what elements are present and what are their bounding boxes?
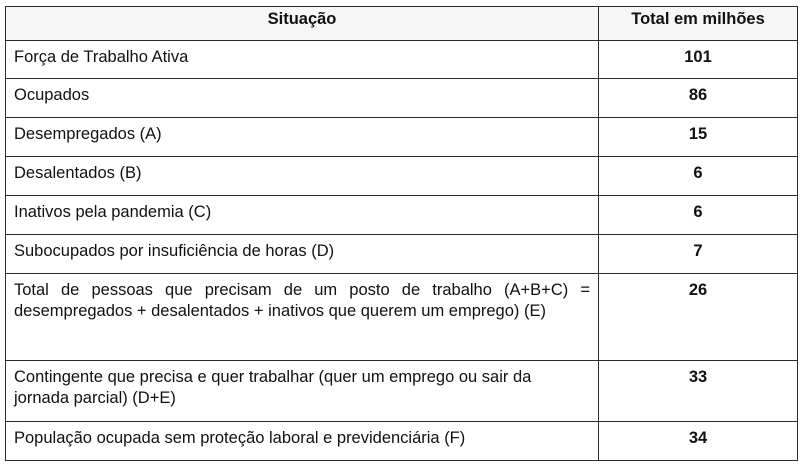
table-row (6, 196, 798, 235)
table-row (6, 274, 798, 361)
row-label: Desempregados (A) (6, 118, 599, 157)
row-value: 7 (599, 235, 798, 274)
row-value: 101 (599, 41, 798, 79)
row-value: 26 (599, 274, 798, 361)
header-row (6, 7, 798, 41)
row-value: 6 (599, 196, 798, 235)
table-row (6, 422, 798, 461)
row-value: 86 (599, 79, 798, 118)
table-row (6, 118, 798, 157)
row-value: 33 (599, 361, 798, 422)
row-label: Subocupados por insuficiência de horas (D) (6, 235, 599, 274)
row-label: População ocupada sem proteção laboral e previdenciária (F) (6, 422, 599, 461)
row-label: Ocupados (6, 79, 599, 118)
header-situacao: Situação (6, 7, 599, 41)
table-row (6, 41, 798, 79)
header-total: Total em milhões (599, 7, 798, 41)
table-row (6, 235, 798, 274)
row-label: Total de pessoas que precisam de um posto de trabalho (A+B+C) = desempregados + desalentados + inativos que querem um emprego) (E) (6, 274, 599, 361)
row-label: Inativos pela pandemia (C) (6, 196, 599, 235)
row-label: Desalentados (B) (6, 157, 599, 196)
row-value: 15 (599, 118, 798, 157)
row-value: 34 (599, 422, 798, 461)
row-value: 6 (599, 157, 798, 196)
table-row (6, 79, 798, 118)
table-row (6, 361, 798, 422)
labor-data-table (5, 6, 798, 461)
row-label: Força de Trabalho Ativa (6, 41, 599, 79)
row-label: Contingente que precisa e quer trabalhar (quer um emprego ou sair da jornada parcial) (D+E) (6, 361, 599, 422)
table-row (6, 157, 798, 196)
